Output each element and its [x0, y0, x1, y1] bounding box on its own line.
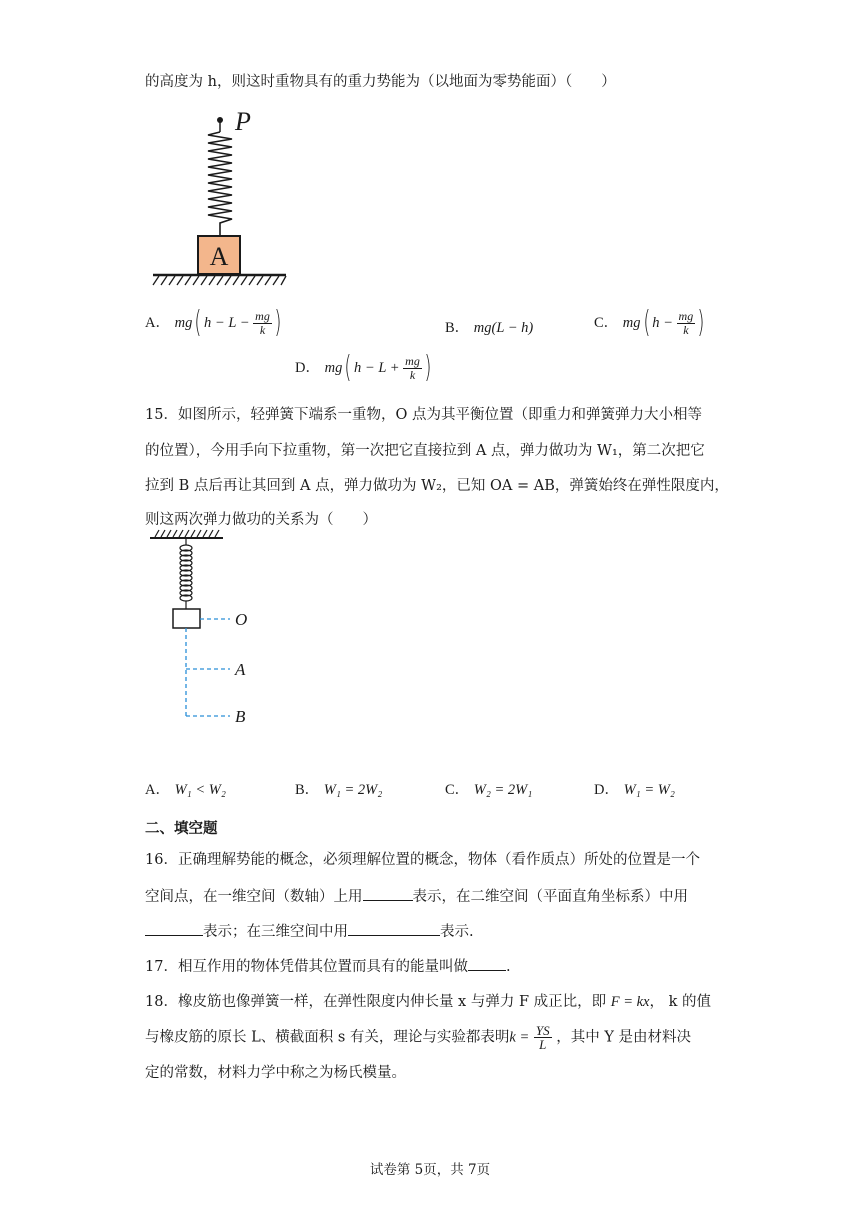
section-fill-in-title: 二、填空题: [145, 821, 218, 837]
q18-line-1: 18．橡皮筋也像弹簧一样，在弹性限度内伸长量 x 与弹力 F 成正比，即 F = kx， k 的值: [145, 994, 712, 1010]
q17-blank-1[interactable]: [468, 956, 506, 971]
q18-fraction: $\frac{YS}{L}$: [535, 1023, 550, 1052]
q15-option-a[interactable]: A． W₁ < W₂: [145, 782, 226, 798]
q14-option-d-fraction: $\frac{mg}{k}$: [405, 353, 420, 382]
q14-option-b[interactable]: B． mg(L − h): [445, 320, 534, 336]
q15-option-c[interactable]: C． W₂ = 2W₁: [445, 782, 533, 798]
q16-line-2: 空间点，在一维空间（数轴）上用 表示，在二维空间（平面直角坐标系）中用: [145, 886, 688, 907]
q16-blank-2[interactable]: [145, 921, 203, 936]
q15-stem-line-2: 的位置），今用手向下拉重物，第一次把它直接拉到 A 点，弹力做功为 W₁，第二次把它: [145, 443, 705, 459]
q15-hanging-spring-figure: [145, 528, 265, 728]
q14-spring-block-figure: [145, 105, 305, 295]
q15-stem-line-3: 拉到 B 点后再让其回到 A 点，弹力做功为 W₂，已知 OA = AB，弹簧始终在弹性限度内，: [145, 478, 729, 494]
point-p-label: P: [235, 107, 251, 136]
label-a: A: [235, 660, 246, 679]
q18-line-2: 与橡皮筋的原长 L、横截面积 s 有关，理论与实验都表明k = $\frac{YS}{L}$ ，其中 Y 是由材料决: [145, 1023, 692, 1052]
q14-option-c-fraction: $\frac{mg}{k}$: [678, 308, 694, 337]
q16-blank-1[interactable]: [363, 886, 413, 901]
label-o: O: [235, 610, 248, 629]
label-b: B: [235, 707, 246, 726]
q15-option-b[interactable]: B． W₁ = 2W₂: [295, 782, 383, 798]
q14-option-d[interactable]: D． mg( h − L + $\frac{mg}{k}$ ): [295, 350, 432, 385]
q16-line-3: 表示；在三维空间中用 表示.: [145, 921, 474, 942]
q17-line-1: 17．相互作用的物体凭借其位置而具有的能量叫做 .: [145, 956, 511, 977]
block-a-label: A: [209, 242, 229, 271]
q15-option-d[interactable]: D． W₁ = W₂: [594, 782, 675, 798]
q14-stem-tail: 的高度为 h，则这时重物具有的重力势能为（以地面为零势能面）（ ）: [145, 74, 616, 90]
q16-line-1: 16．正确理解势能的概念，必须理解位置的概念，物体（看作质点）所处的位置是一个: [145, 852, 700, 868]
hanging-block: [173, 609, 200, 628]
q15-stem-line-1: 15．如图所示，轻弹簧下端系一重物，O 点为其平衡位置（即重力和弹簧弹力大小相等: [145, 407, 702, 423]
q14-option-a[interactable]: A． mg( h − L − $\frac{mg}{k}$ ): [145, 305, 282, 340]
q15-stem-line-4: 则这两次弹力做功的关系为（ ）: [145, 512, 377, 528]
q18-line-3: 定的常数，材料力学中称之为杨氏模量。: [145, 1065, 406, 1081]
q14-option-a-fraction: $\frac{mg}{k}$: [255, 308, 270, 337]
page-footer: 试卷第 5页，共 7页: [369, 1162, 491, 1178]
q16-blank-3[interactable]: [348, 921, 440, 936]
q14-option-c[interactable]: C． mg( h − $\frac{mg}{k}$ ): [594, 305, 705, 340]
